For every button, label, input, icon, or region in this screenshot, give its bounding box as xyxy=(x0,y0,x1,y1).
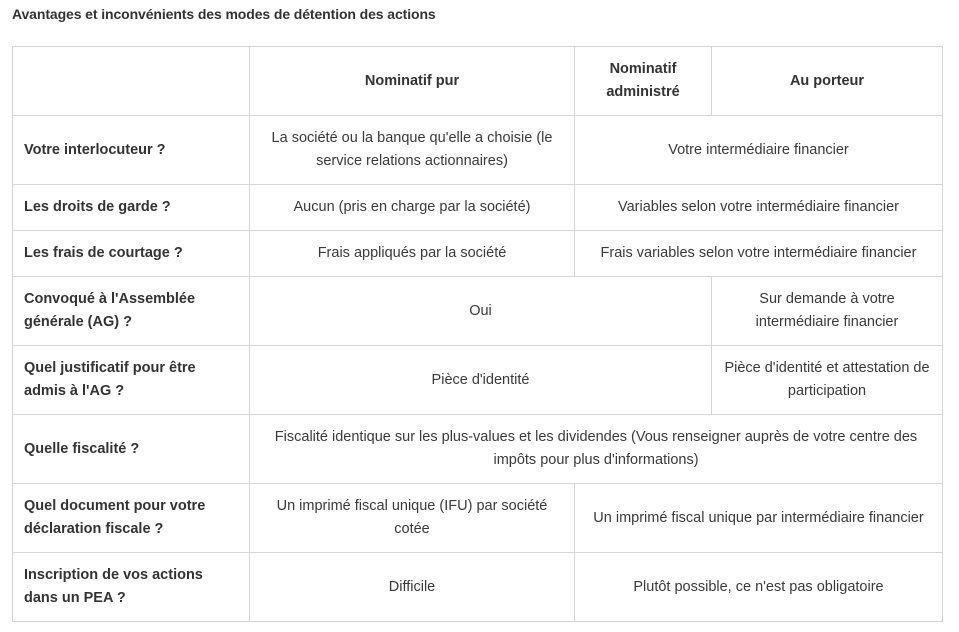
table-cell: Fiscalité identique sur les plus-values et les dividendes (Vous renseigner auprès de votre centre des impôts pour plus d'informations) xyxy=(250,415,943,484)
row-label: Les droits de garde ? xyxy=(13,185,250,231)
header-empty xyxy=(13,47,250,116)
table-cell: Pièce d'identité xyxy=(250,346,712,415)
table-row xyxy=(13,415,943,484)
table-cell: Votre intermédiaire financier xyxy=(575,116,943,185)
row-label: Quelle fiscalité ? xyxy=(13,415,250,484)
header-nominatif-administre: Nominatif administré xyxy=(575,47,712,116)
row-label: Quel document pour votre déclaration fiscale ? xyxy=(13,484,250,553)
row-label: Inscription de vos actions dans un PEA ? xyxy=(13,553,250,622)
row-label: Quel justificatif pour être admis à l'AG ? xyxy=(13,346,250,415)
table-cell: Frais variables selon votre intermédiaire financier xyxy=(575,231,943,277)
table-cell: Oui xyxy=(250,277,712,346)
header-au-porteur: Au porteur xyxy=(712,47,943,116)
header-row xyxy=(13,47,943,116)
table-cell: La société ou la banque qu'elle a choisie (le service relations actionnaires) xyxy=(250,116,575,185)
table-cell: Un imprimé fiscal unique par intermédiaire financier xyxy=(575,484,943,553)
table-cell: Variables selon votre intermédiaire financier xyxy=(575,185,943,231)
table-row xyxy=(13,277,943,346)
table-row xyxy=(13,116,943,185)
table-row xyxy=(13,553,943,622)
table-cell: Sur demande à votre intermédiaire financier xyxy=(712,277,943,346)
table-row xyxy=(13,484,943,553)
row-label: Votre interlocuteur ? xyxy=(13,116,250,185)
row-label: Convoqué à l'Assemblée générale (AG) ? xyxy=(13,277,250,346)
table-cell: Difficile xyxy=(250,553,575,622)
table-cell: Plutôt possible, ce n'est pas obligatoire xyxy=(575,553,943,622)
table-row xyxy=(13,231,943,277)
table-cell: Aucun (pris en charge par la société) xyxy=(250,185,575,231)
table-title: Avantages et inconvénients des modes de détention des actions xyxy=(12,6,436,22)
table-cell: Frais appliqués par la société xyxy=(250,231,575,277)
row-label: Les frais de courtage ? xyxy=(13,231,250,277)
table-cell: Un imprimé fiscal unique (IFU) par société cotée xyxy=(250,484,575,553)
table-row xyxy=(13,346,943,415)
table-row xyxy=(13,185,943,231)
table-cell: Pièce d'identité et attestation de participation xyxy=(712,346,943,415)
header-nominatif-pur: Nominatif pur xyxy=(250,47,575,116)
comparison-table xyxy=(12,46,943,622)
